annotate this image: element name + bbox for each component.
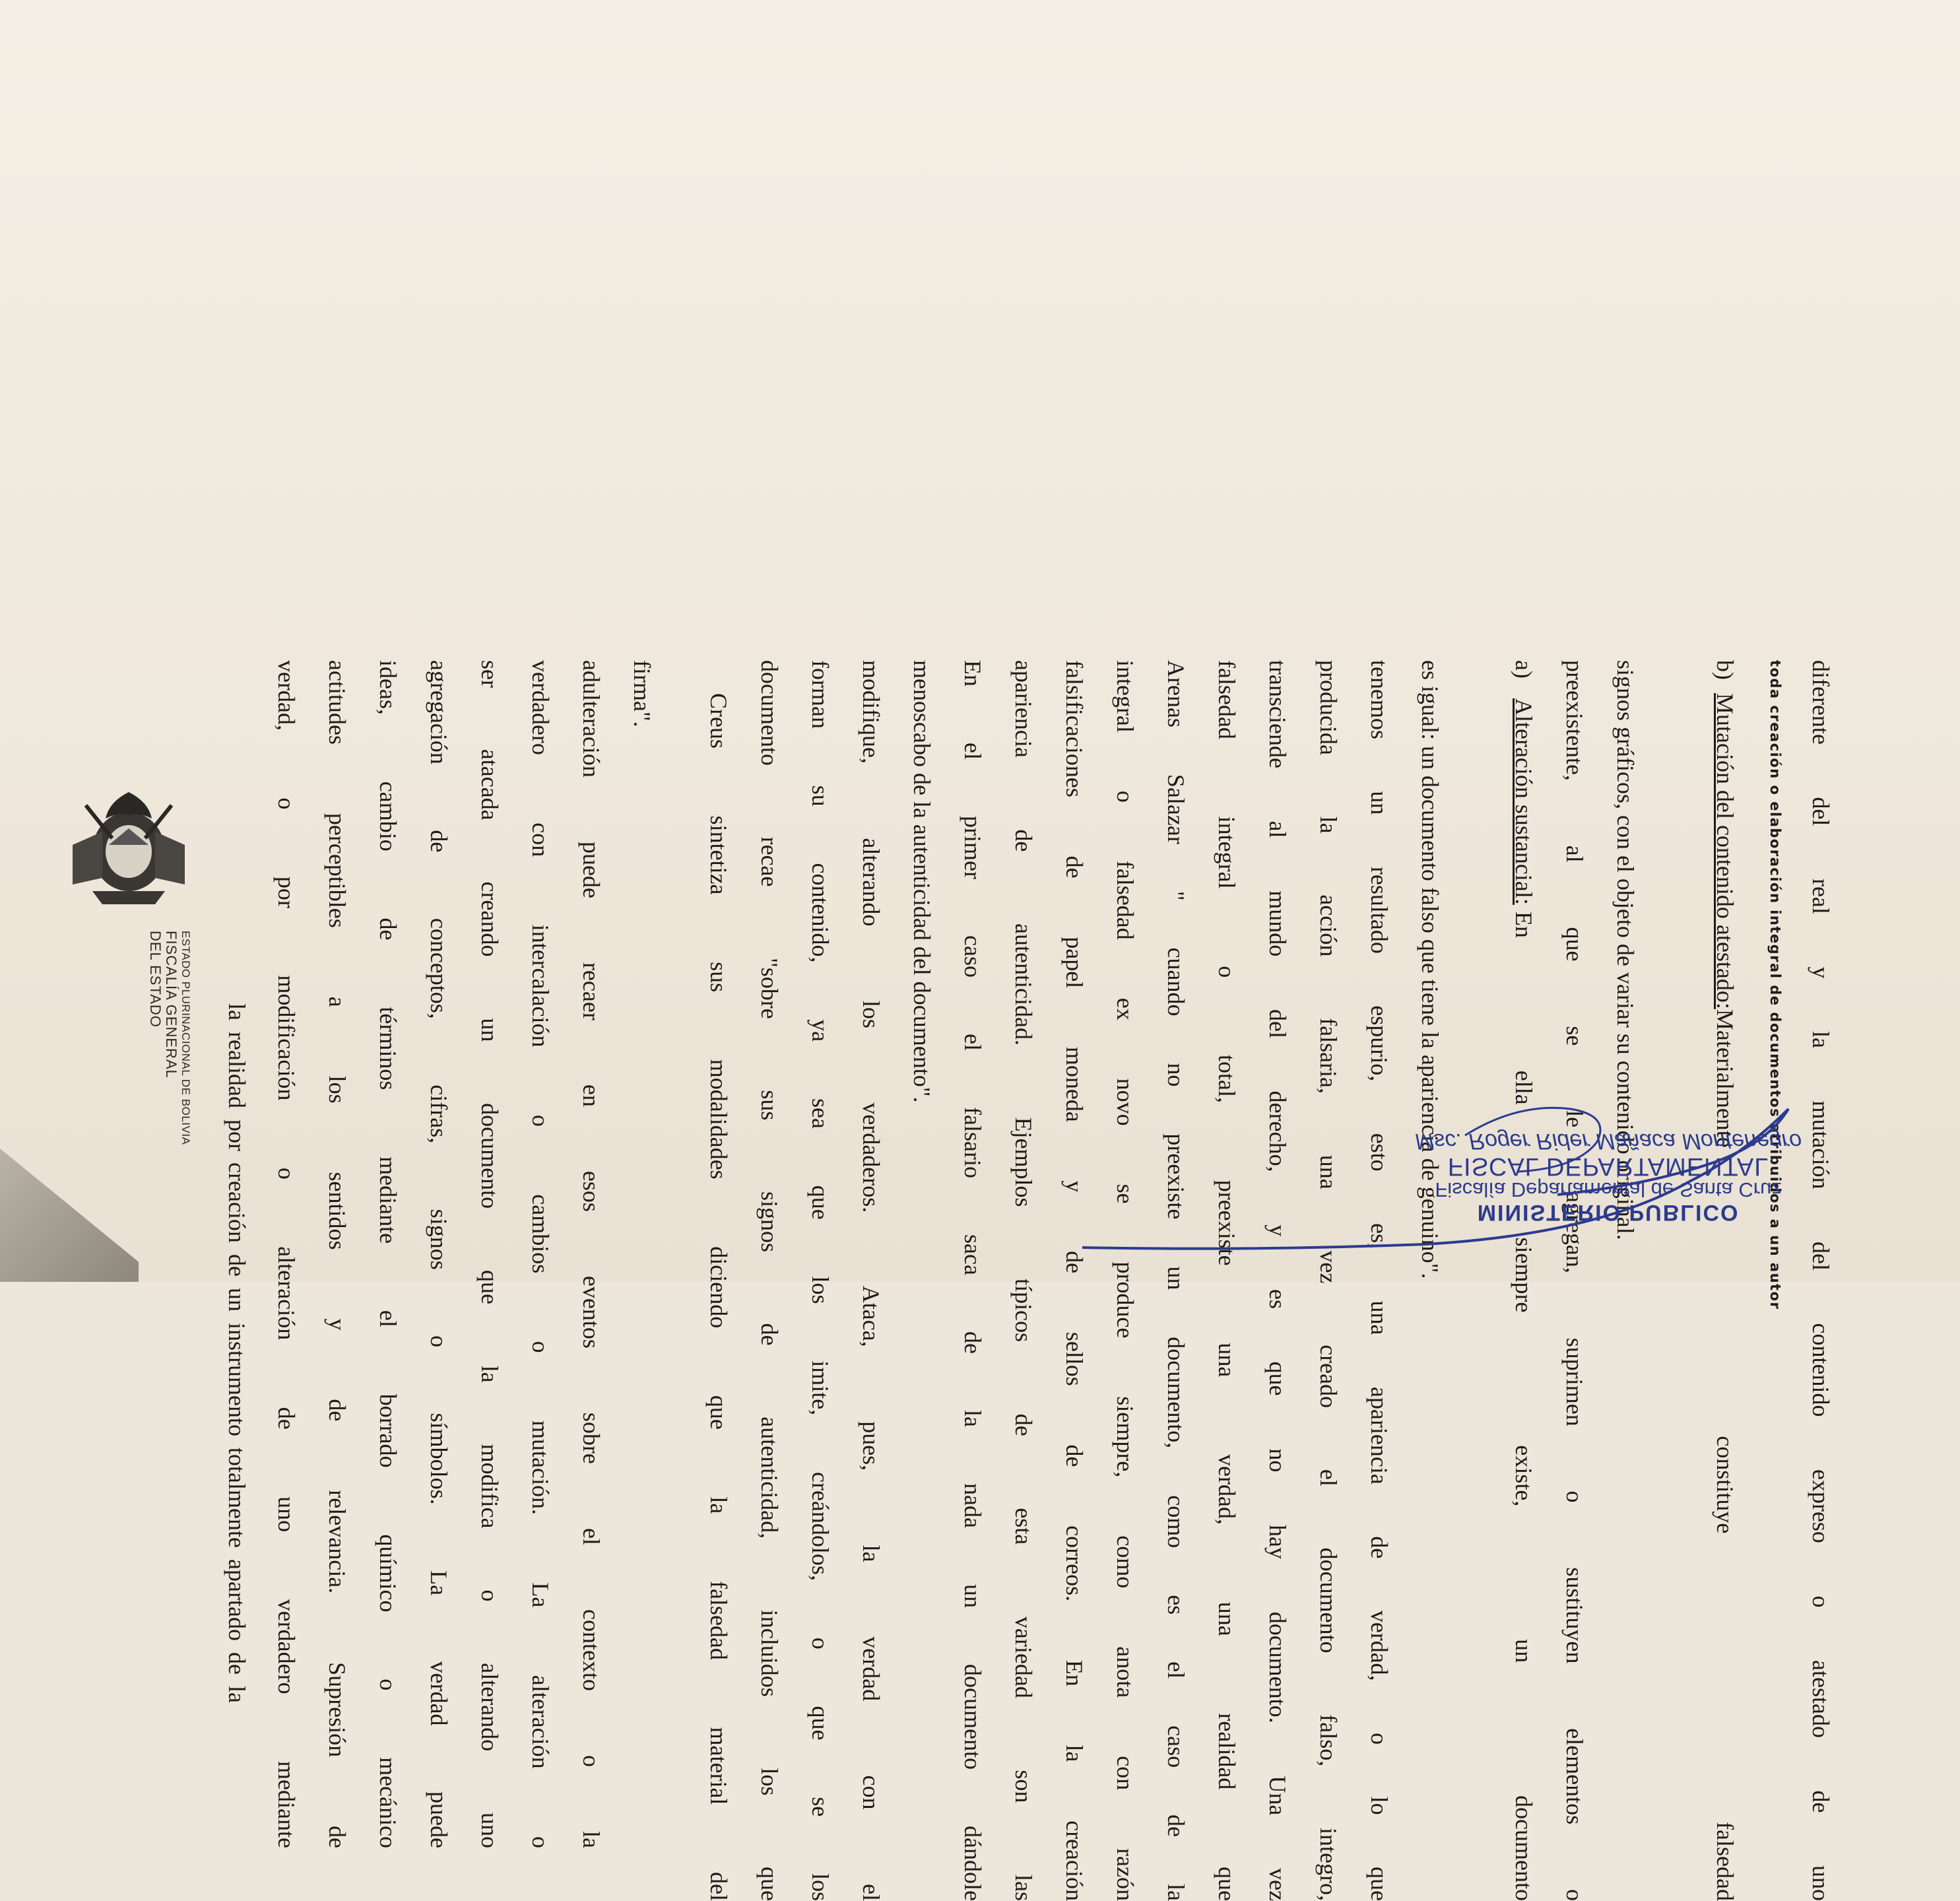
paragraph-line: tenemos un resultado espurio, esto es, una apariencia de verdad, o lo que [1366,660,1392,1901]
institution-line-3: DEL ESTADO [147,931,164,1028]
list-item-a-title: Alteración sustancial: [1511,698,1537,905]
paragraph-line: preexistente, al que se le agregan, suprimen o sustituyen elementos o [1561,660,1588,1901]
paragraph-line: integral o falsedad ex novo se produce siempre, como anota con razón [1112,660,1138,1901]
paragraph-line: adulteración puede recaer en esos eventos sobre el contexto o la [578,660,604,1848]
paragraph-line: verdadero con intercalación o cambios o mutación. La alteración o [527,660,554,1848]
paragraph-line: diferente del real y la mutación del contenido expreso o atestado de uno [1808,660,1834,1901]
paragraph-line: Arenas Salazar " cuando no preexiste un documento, como es el caso de la [1163,660,1189,1901]
stamp-text-block [1415,1129,1802,1224]
list-marker-b: b) [1712,660,1738,680]
paragraph-line: forman su contenido, ya sea que los imite, creándolos, o que se los [807,660,833,1901]
paragraph-line: signos gráficos, con el objeto de variar su contenido original. [1612,660,1639,1240]
paragraph-line-bold: toda creación o elaboración integral de documentos atribuidos a un autor [1767,660,1783,1310]
paragraph-line: firma". [629,660,655,727]
paragraph-line: verdad, o por modificación o alteración de uno verdadero mediante [273,660,300,1848]
list-item-b-line-1 [1711,660,1739,1901]
paragraph-line: es igual: un documento falso que tiene la apariencia de genuino". [1417,660,1443,1279]
paragraph-line: la realidad por creación de un instrumento totalmente apartado de la [224,1003,250,1703]
paragraph-line: actitudes perceptibles a los sentidos y de relevancia. Supresión de [324,660,350,1848]
paragraph-line: menoscabo de la autenticidad del documento". [909,660,935,1103]
bolivia-coat-of-arms-icon [53,759,205,924]
paragraph-line: falsificaciones de papel moneda y de sellos de correos. En la creación [1061,660,1088,1901]
list-item-b-text: Materialmente constituye falsedad [1712,1009,1738,1901]
stamp-office: Fiscalía Departamental de Santa Cruz [1435,1178,1782,1202]
list-item-b-title: Mutación del contenido atestado: [1712,693,1738,1009]
paragraph-line: En el primer caso el falsario saca de la nada un documento dándole [960,660,986,1901]
paragraph-line: ser atacada creando un documento que la modifica o alterando uno [476,660,503,1848]
paragraph-line: modifique, alterando los verdaderos. Ataca, pues, la verdad con el [858,660,884,1901]
stamp-signature-name: Msc. Roger Rider Mañaca Montenegro [1415,1128,1802,1154]
stamp-title: FISCAL DEPARTAMENTAL [1447,1152,1769,1180]
official-stamp [1056,1030,1835,1281]
document-header [46,759,205,1145]
paragraph-line: agregación de conceptos, cifras, signos o símbolos. La verdad puede [426,660,452,1848]
list-item-a-text: En ella siempre existe, un documento [1511,911,1537,1901]
paragraph-line: falsedad integral o total, preexiste una verdad, una realidad que [1214,660,1240,1901]
institution-line-1: ESTADO PLURINACIONAL DE BOLIVIA [180,931,192,1145]
paragraph-line: transciende al mundo del derecho, y es que no hay documento. Una vez [1264,660,1291,1901]
institution-name [147,931,192,1145]
paragraph-line: Creus sintetiza sus modalidades diciendo que la falsedad material del [705,693,732,1901]
institution-line-2: FISCALÍA GENERAL [163,931,180,1079]
paragraph-line: ideas, cambio de términos mediante el borrado químico o mecánico [375,660,401,1848]
stamp-institution: MINISTERIO PUBLICO [1477,1199,1740,1225]
paragraph-line: producida la acción falsaria, una vez creado el documento falso, integro, [1315,660,1342,1901]
list-marker-a: a) [1511,660,1537,679]
paragraph-line: documento recae "sobre sus signos de autenticidad, incluidos los que [756,660,783,1901]
list-item-a-line-1 [1510,660,1538,1901]
paragraph-line: apariencia de autenticidad. Ejemplos típicos de esta variedad son las [1010,660,1037,1901]
